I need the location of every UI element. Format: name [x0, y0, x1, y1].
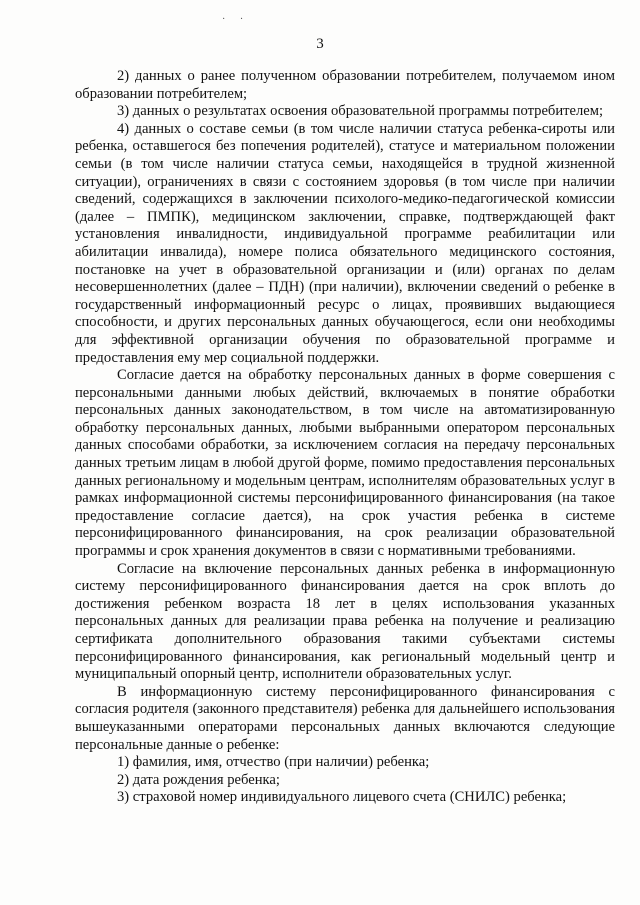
- paragraph-family-composition: 4) данных о составе семьи (в том числе наличии статуса ребенка-сироты или ребенка, оставшегося без попечения родителей), статусе и материальном положении семьи (в том числе наличии статуса семьи, находящейся в трудной жизненной ситуации), ограничениях в связи с состоянием здоровья (в том числе при наличии сведений, содержащихся в заключении психолого-медико-педагогической комиссии (далее – ПМПК), медицинском заключении, справке, подтверждающей факт установления инвалидности, индивидуальной программе реабилитации или абилитации инвалида), номере полиса обязательного медицинского состояния, постановке на учет в образовательной организации и (или) органах по делам несовершеннолетних (далее – ПДН) (при наличии), включении сведений о ребенке в государственный информационный ресурс о лицах, проявивших выдающиеся способности, и других персональных данных обучающегося, если они необходимы для эффективной организации обучения по образовательной программе и предоставления ему мер социальной поддержки.: [75, 120, 615, 366]
- list-item-birth-date: 2) дата рождения ребенка;: [117, 771, 280, 788]
- document-body: [75, 68, 615, 807]
- paragraph-consent-processing: Согласие дается на обработку персональных данных в форме совершения с персональными данными любых действий, включаемых в понятие обработки персональных данных законодательством, в том числе на автоматизированную обработку персональных данных, любыми выбранными оператором персональных данных способами обработки, за исключением согласия на передачу персональных данных третьим лицам в любой другой форме, помимо предоставления персональных данных региональному и модельным центрам, исполнителям образовательных услуг в рамках информационной системы персонифицированного финансирования (на такое предоставление согласие дается), на срок участия ребенка в системе персонифицированного финансирования, на срок реализации образовательной программы и срок хранения документов в связи с нормативными требованиями.: [75, 367, 615, 560]
- page-number: 3: [316, 36, 324, 52]
- paragraph-learning-results: 3) данных о результатах освоения образовательной программы потребителем;: [117, 103, 604, 120]
- paragraph-prior-education: 2) данных о ранее полученном образовании потребителем, получаемом ином образовании потребителем;: [75, 68, 615, 102]
- list-item-snils: 3) страховой номер индивидуального лицевого счета (СНИЛС) ребенка;: [117, 789, 567, 806]
- list-item-full-name: 1) фамилия, имя, отчество (при наличии) ребенка;: [117, 754, 430, 771]
- paragraph-included-data: В информационную систему персонифицированного финансирования с согласия родителя (законного представителя) ребенка для дальнейшего использования вышеуказанными операторами персональных данных включаются следующие персональные данные о ребенке:: [75, 683, 615, 753]
- paragraph-consent-inclusion: Согласие на включение персональных данных ребенка в информационную систему персонифицированного финансирования дается на срок вплоть до достижения ребенком возраста 18 лет в целях использования указанных персональных данных для реализации права ребенка на получение и реализацию сертификата дополнительного образования такими субъектами системы персонифицированного финансирования, как региональный модельный центр и муниципальный опорный центр, исполнители образовательных услуг.: [75, 560, 615, 683]
- scan-specks: · ·: [222, 14, 250, 25]
